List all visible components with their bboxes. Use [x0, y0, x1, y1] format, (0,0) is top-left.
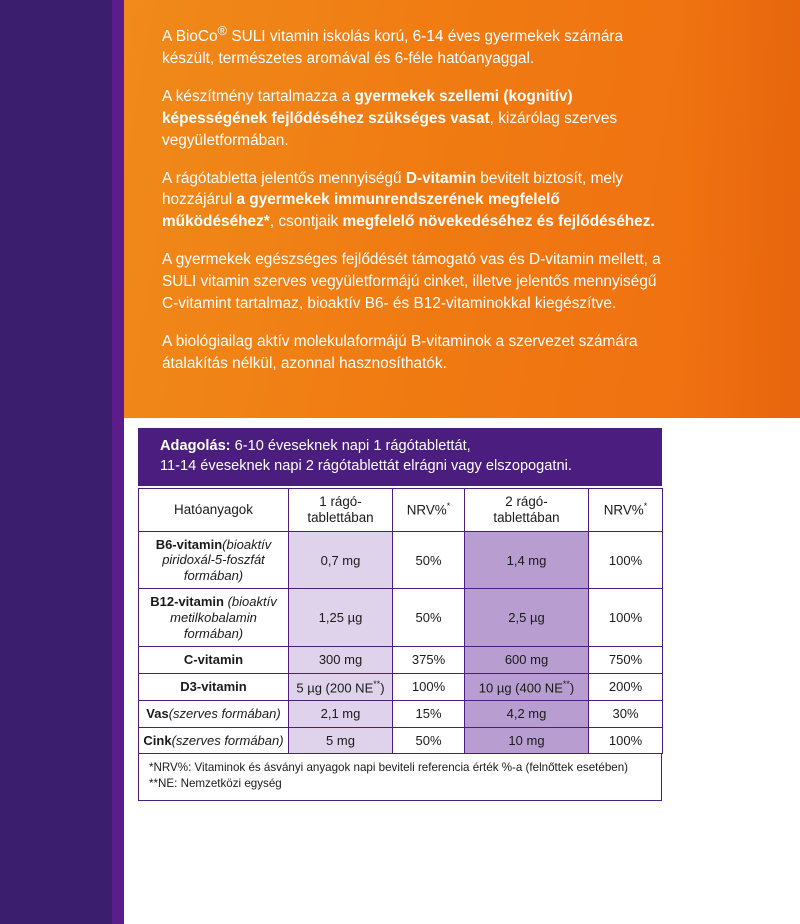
dose-1-tablet: 1,25 µg: [289, 589, 393, 647]
text-run: , csontjaik: [269, 213, 343, 231]
column-header-text: 2 rágó-: [505, 494, 548, 509]
footnote-marker: **: [562, 678, 570, 689]
ingredient-form: (szerves formában): [171, 732, 284, 748]
dosage-line-1: 6-10 éveseknek napi 1 rágótablettát,: [230, 438, 471, 454]
ingredient-name-cell: [139, 673, 289, 700]
table-row: [139, 589, 663, 647]
nutrition-table-head: [139, 489, 663, 532]
dose-1-tablet: 0,7 mg: [289, 531, 393, 589]
text-run: ®: [217, 23, 228, 38]
ingredient-form: (szerves formában): [168, 706, 281, 722]
footnote-marker: *: [643, 501, 648, 512]
nrv-1-tablet: 100%: [393, 673, 465, 700]
text-run: A gyermekek egészséges fejlődését támogató vas és D-vitamin mellett, a SULI vitamin szerves vegyületformájú cinket, illetve jelentős mennyiségű C-vitamint tartalmaz, bioaktív B6- és B12-vitaminokkal kiegészítve.: [162, 251, 661, 312]
nrv-1-tablet: 50%: [393, 727, 465, 754]
text-run: A készítmény tartalmazza a: [162, 87, 355, 105]
ingredient-name: C-vitamin: [183, 652, 244, 668]
dose-1-tablet: 300 mg: [289, 647, 393, 674]
column-header-text: tablettában: [307, 509, 374, 525]
nutrition-table: [138, 488, 663, 754]
column-header-text: Hatóanyagok: [174, 501, 253, 517]
dosage-banner: [138, 428, 662, 486]
text-run: gyermekek szellemi (kognitív) képességének fejlődéséhez szükséges vasat: [162, 87, 573, 127]
left-spine-band: [0, 0, 124, 924]
column-header-text: NRV%: [406, 502, 447, 518]
nrv-1-tablet: 50%: [393, 531, 465, 589]
ingredient-name: B12-vitamin: [150, 594, 224, 610]
ingredient-name: B6-vitamin: [155, 536, 223, 552]
nrv-1-tablet: 375%: [393, 647, 465, 674]
dose-2-tablets: 1,4 mg: [465, 531, 589, 589]
column-header-text: NRV%: [603, 502, 644, 518]
dose-2-tablets: 10 µg (400 NE**): [465, 673, 589, 700]
column-header: [465, 489, 589, 532]
description-paragraph: [162, 331, 670, 375]
dose-1-tablet: 2,1 mg: [289, 701, 393, 728]
dosage-line-2: 11-14 éveseknek napi 2 rágótablettát elrágni vagy elszopogatni.: [160, 458, 572, 475]
dose-2-tablets: 10 mg: [465, 727, 589, 754]
text-run: megfelelő növekedéséhez és fejlődéséhez.: [342, 213, 655, 231]
column-header-text: 1 rágó-: [319, 494, 362, 509]
text-run: a gyermekek immunrendszerének megfelelő működéséhez*: [162, 191, 560, 231]
footnote-ne: **NE: Nemzetközi egység: [149, 776, 282, 790]
footnote-nrv: *NRV%: Vitaminok és ásványi anyagok napi beviteli referencia érték %-a (felnőttek esetében): [149, 761, 629, 775]
text-run: A biológiailag aktív molekulaformájú B-vitaminok a szervezet számára átalakítás nélkül, azonnal hasznosíthatók.: [162, 332, 638, 372]
ingredient-name-cell: [139, 531, 289, 589]
description-paragraph: [162, 86, 670, 152]
nrv-1-tablet: 50%: [393, 589, 465, 647]
nrv-2-tablets: 100%: [589, 589, 663, 647]
nrv-1-tablet: 15%: [393, 701, 465, 728]
table-row: [139, 727, 663, 754]
text-run: SULI vitamin iskolás korú, 6-14 éves gyermekek számára készült, természetes aromával és 6-féle hatóanyaggal.: [162, 28, 624, 67]
nrv-2-tablets: 30%: [589, 701, 663, 728]
table-header-row: [139, 489, 663, 532]
nrv-2-tablets: 100%: [589, 531, 663, 589]
text-run: , kizárólag szerves vegyületformában.: [162, 109, 618, 149]
nutrition-table-wrapper: [138, 488, 662, 801]
table-row: [139, 701, 663, 728]
spine-accent-stripe: [112, 0, 124, 924]
column-header: [289, 489, 393, 532]
description-paragraph: [162, 249, 670, 315]
column-header: [393, 489, 465, 532]
column-header: [589, 489, 663, 532]
table-row: [139, 673, 663, 700]
product-description-text: [162, 22, 670, 375]
dosage-label: Adagolás:: [160, 438, 231, 454]
ingredient-name-cell: [139, 647, 289, 674]
ingredient-name: Cink: [143, 732, 172, 748]
description-paragraph: [162, 22, 670, 70]
nrv-2-tablets: 200%: [589, 673, 663, 700]
footnote-marker: **: [373, 678, 381, 689]
dose-2-tablets: 2,5 µg: [465, 589, 589, 647]
dose-1-tablet: 5 mg: [289, 727, 393, 754]
column-header-text: tablettában: [493, 509, 560, 525]
text-run: A rágótabletta jelentős mennyiségű: [162, 169, 406, 187]
table-footnotes: [138, 754, 662, 800]
ingredient-name: D3-vitamin: [180, 679, 247, 695]
ingredient-name-cell: [139, 701, 289, 728]
dose-2-tablets: 4,2 mg: [465, 701, 589, 728]
nutrition-table-body: [139, 531, 663, 754]
text-run: bevitelt biztosít, mely hozzájárul: [162, 169, 624, 209]
nrv-2-tablets: 100%: [589, 727, 663, 754]
ingredient-form: (bioaktív metilkobalamin formában): [170, 594, 277, 641]
ingredient-form: (bioaktív piridoxál-5-foszfát formában): [162, 536, 272, 583]
table-row: [139, 531, 663, 589]
text-run: A BioCo: [162, 28, 218, 46]
table-row: [139, 647, 663, 674]
nrv-2-tablets: 750%: [589, 647, 663, 674]
footnote-marker: *: [446, 501, 451, 512]
ingredient-name-cell: [139, 727, 289, 754]
text-run: D-vitamin: [405, 169, 476, 187]
dose-1-tablet: 5 µg (200 NE**): [289, 673, 393, 700]
ingredient-name: Vas: [146, 706, 169, 722]
column-header: [139, 489, 289, 532]
description-paragraph: [162, 168, 670, 234]
dose-2-tablets: 600 mg: [465, 647, 589, 674]
ingredient-name-cell: [139, 589, 289, 647]
